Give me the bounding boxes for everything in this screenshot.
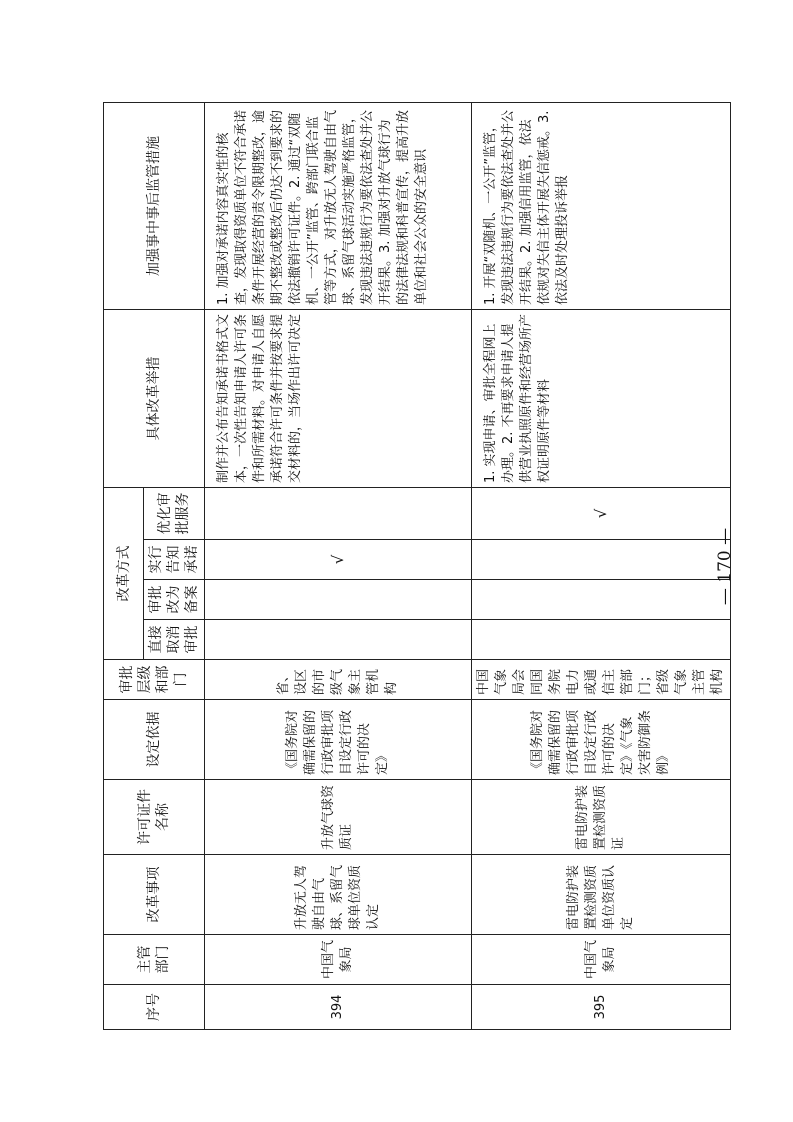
cell-supervision: 1. 加强对承诺内容真实性的核查，发现取得资质单位不符合承诺条件开展经营的责令限期整改，逾期不整改或整改后仍达不到要求的依法撤销许可证件。2. 通过“双随机、一公开”监管、跨部门联合监管等方式，对升放无人驾驶自由气球、系留气球活动实施严格监管，发现违法违规行为要依法查处并公开结果。3. 加强对升放气球行为的法律法规和科普宣传，提高升放单位和社会公众的安全意识 [205,103,472,310]
header-seq: 序号 [104,985,205,1030]
cell-basis: 《国务院对确需保留的行政审批项目设定行政许可的决定》 [205,700,472,780]
cell-method-cancel [205,620,472,660]
header-dept: 主管部门 [104,935,205,985]
rotated-table-page [103,103,743,1030]
header-method-notify: 实行告知承诺 [144,540,205,580]
header-supervision: 加强事中事后监管措施 [104,103,205,310]
cell-method-cancel [472,620,731,660]
header-measures: 具体改革举措 [104,310,205,488]
header-level: 审批层级和部门 [104,660,205,700]
cell-seq: 394 [205,985,472,1030]
cell-method-optimize: √ [472,488,731,540]
header-license: 许可证件名称 [104,780,205,855]
reform-table [103,102,731,1030]
cell-measures: 1. 实现申请、审批全程网上办理。2. 不再要求申请人提供营业执照原件和经营场所产权证明原件等材料 [472,310,731,488]
header-method-optimize: 优化审批服务 [144,488,205,540]
cell-method-optimize [205,488,472,540]
header-method-cancel: 直接取消审批 [144,620,205,660]
table-row [205,103,472,1030]
cell-method-notify: √ [205,540,472,580]
cell-license: 雷电防护装置检测资质证 [472,780,731,855]
cell-method-filing [472,580,731,620]
cell-dept: 中国气象局 [472,935,731,985]
cell-supervision: 1. 开展“双随机、一公开”监管，发现违法违规行为要依法查处并公开结果。2. 加强信用监管，依法依规对失信主体开展失信惩戒。3. 依法及时处理投诉举报 [472,103,731,310]
cell-dept: 中国气象局 [205,935,472,985]
cell-level: 省、设区的市级气象主管机构 [205,660,472,700]
cell-method-filing [205,580,472,620]
cell-method-notify [472,540,731,580]
header-basis: 设定依据 [104,700,205,780]
header-item: 改革事项 [104,855,205,935]
cell-measures: 制作并公布告知承诺书格式文本，一次性告知申请人许可条件和所需材料。对申请人自愿承诺符合许可条件并按要求提交材料的，当场作出许可决定 [205,310,472,488]
cell-item: 升放无人驾驶自由气球、系留气球单位资质认定 [205,855,472,935]
header-method-filing: 审批改为备案 [144,580,205,620]
table-row [472,103,731,1030]
page-number: — 170 — [715,527,735,606]
cell-level: 中国气象局会同国务院电力或通信主管部门；省级气象主管机构 [472,660,731,700]
cell-license: 升放气球资质证 [205,780,472,855]
cell-item: 雷电防护装置检测资质单位资质认定 [472,855,731,935]
cell-seq: 395 [472,985,731,1030]
header-method: 改革方式 [104,488,144,660]
cell-basis: 《国务院对确需保留的行政审批项目设定行政许可的决定》《气象灾害防御条例》 [472,700,731,780]
